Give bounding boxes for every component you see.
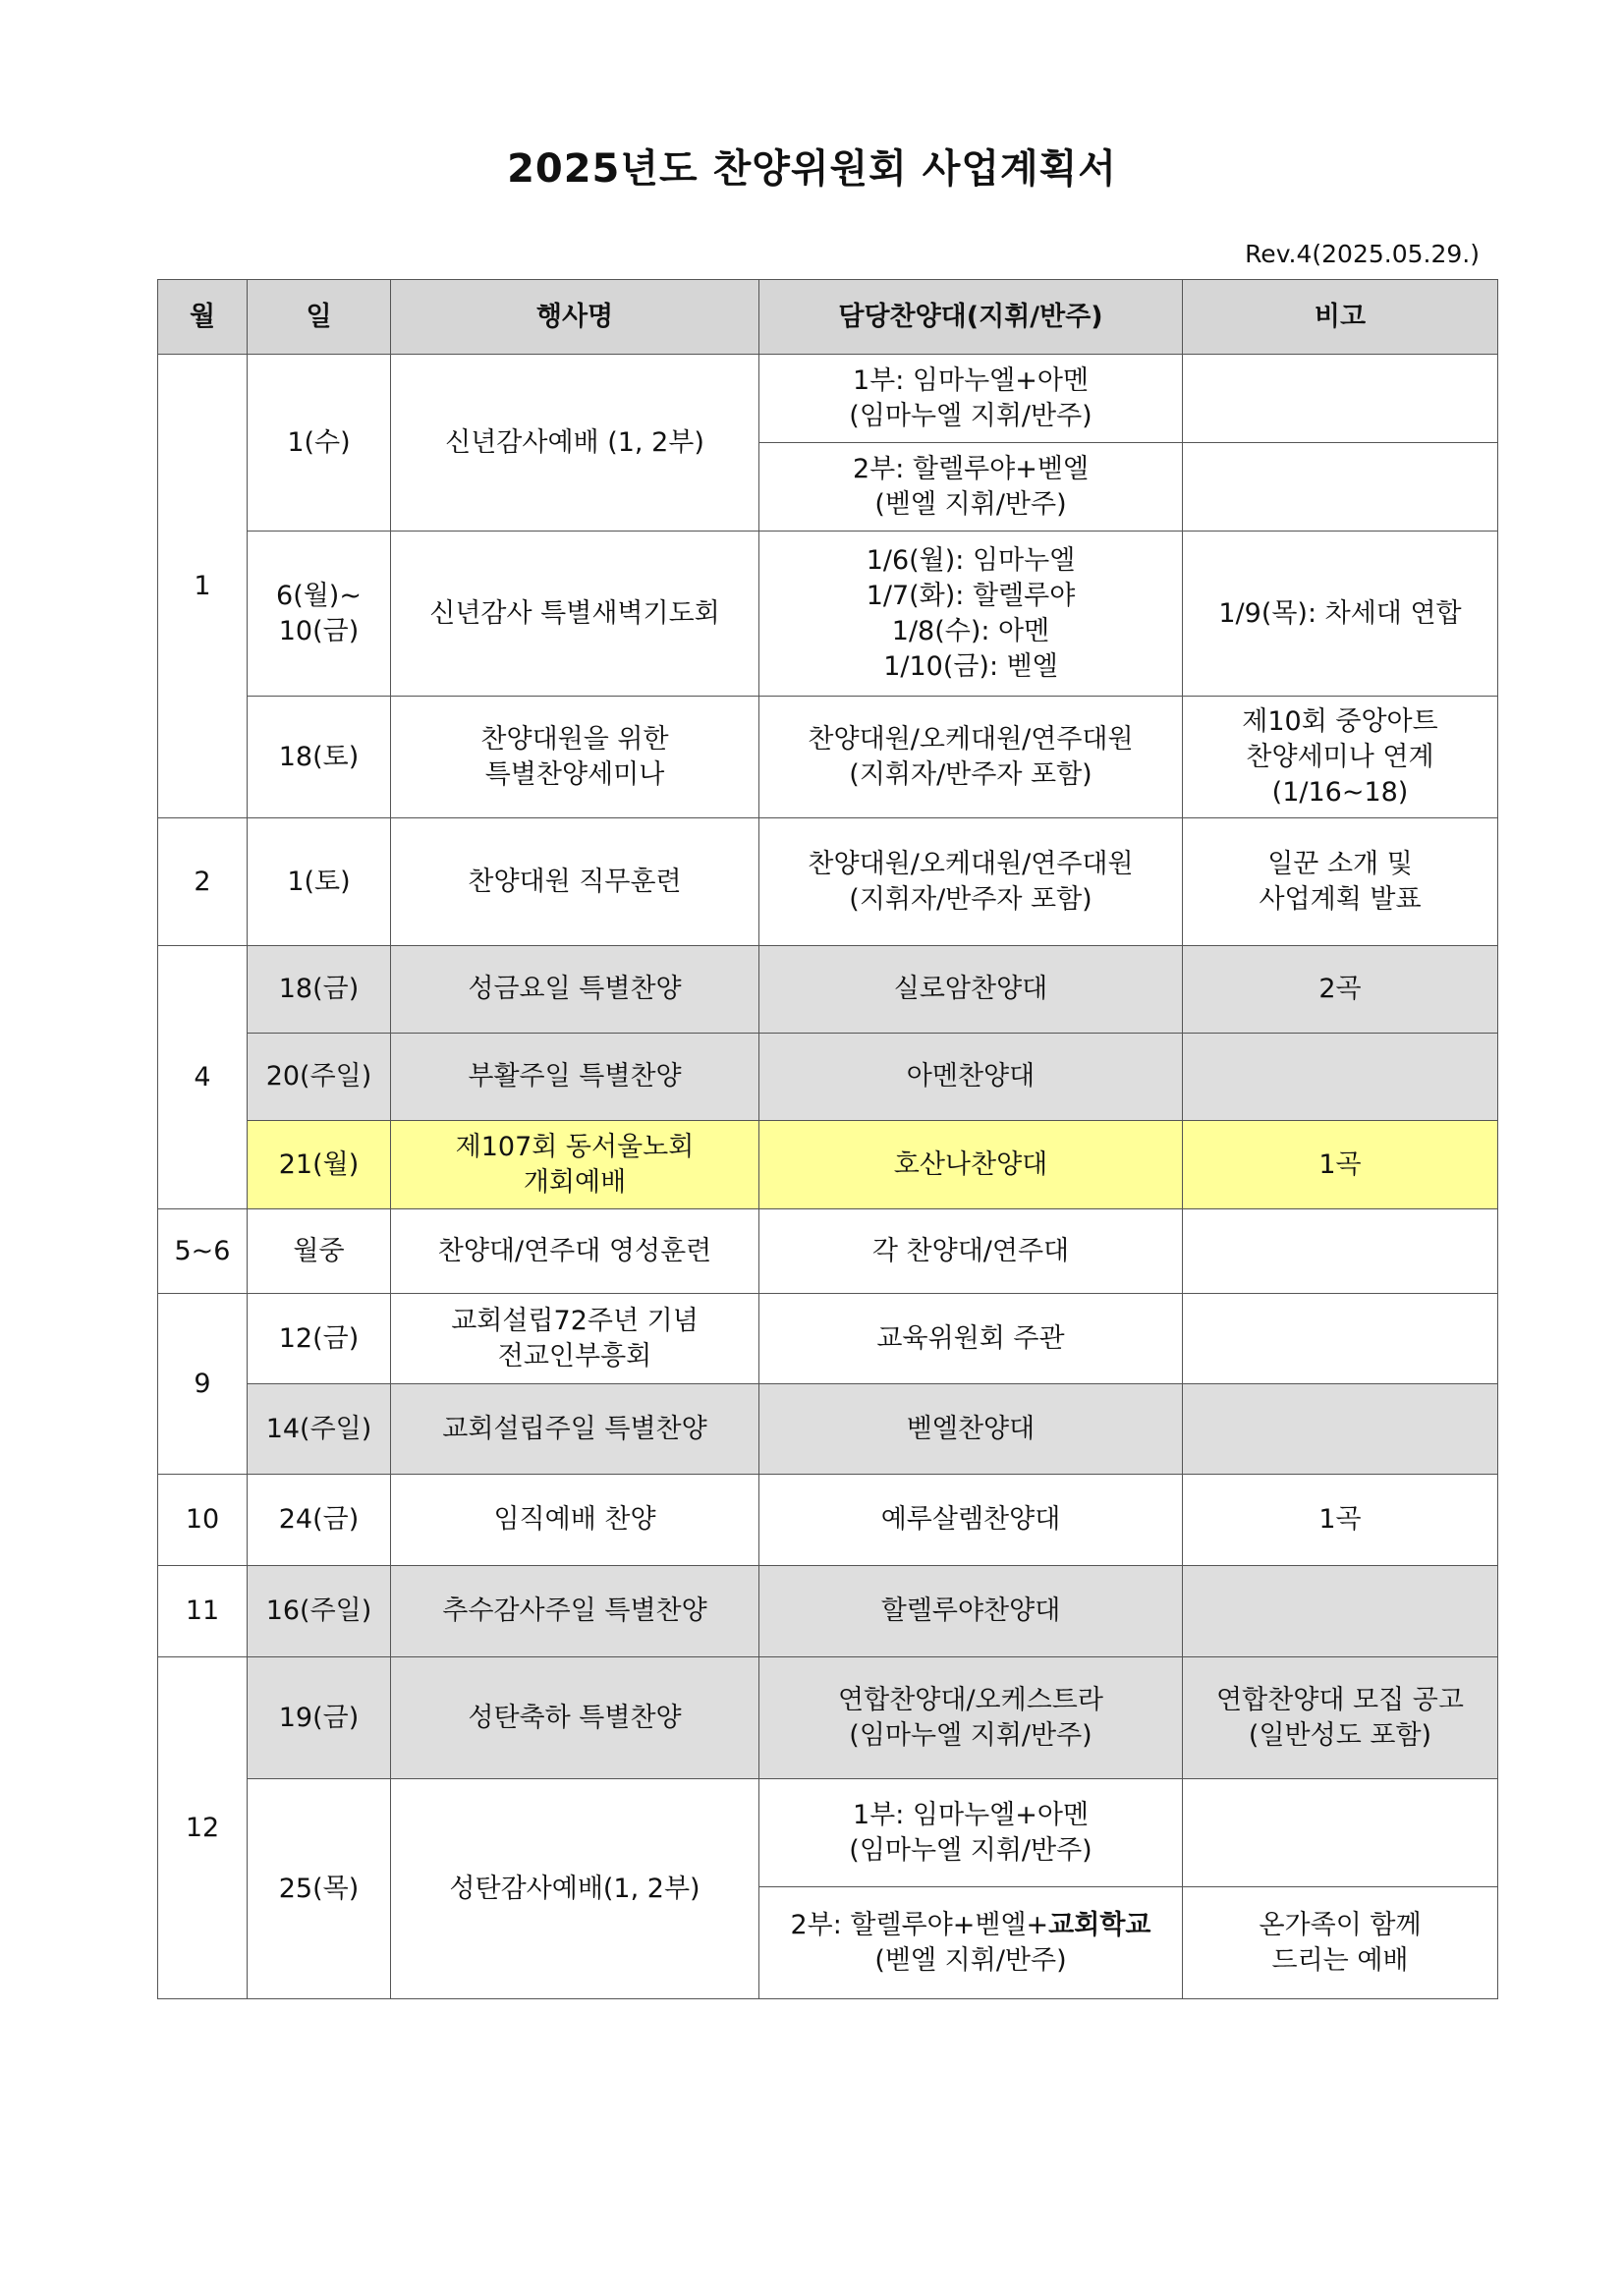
event-cell: 신년감사 특별새벽기도회 <box>391 532 759 697</box>
note-cell: 1곡 <box>1183 1121 1498 1209</box>
choir-line: 2부: 할렐루야+벧엘 <box>852 453 1090 484</box>
note-cell <box>1183 1779 1498 1887</box>
day-cell: 19(금) <box>248 1657 391 1779</box>
choir-line: (임마누엘 지휘/반주) <box>849 1834 1092 1866</box>
choir-cell: 교육위원회 주관 <box>759 1294 1183 1384</box>
choir-cell <box>759 697 1183 818</box>
choir-line: (지휘자/반주자 포함) <box>849 758 1092 790</box>
event-line: 제107회 동서울노회 <box>455 1131 695 1162</box>
choir-line: (지휘자/반주자 포함) <box>849 883 1092 915</box>
event-line: 전교인부흥회 <box>497 1340 652 1372</box>
day-cell: 24(금) <box>248 1475 391 1566</box>
day-cell <box>248 532 391 697</box>
day-cell: 21(월) <box>248 1121 391 1209</box>
event-cell <box>391 1294 759 1384</box>
table-row <box>158 946 1498 1034</box>
choir-cell: 각 찬양대/연주대 <box>759 1209 1183 1294</box>
month-cell: 12 <box>158 1657 248 1999</box>
choir-cell <box>759 355 1183 443</box>
event-line: 찬양대원을 위한 <box>480 723 669 755</box>
event-cell: 부활주일 특별찬양 <box>391 1034 759 1121</box>
note-cell: 1곡 <box>1183 1475 1498 1566</box>
event-cell: 신년감사예배 (1, 2부) <box>391 355 759 532</box>
table-row <box>158 1657 1498 1779</box>
choir-line: 1/10(금): 벧엘 <box>883 650 1058 682</box>
note-cell <box>1183 443 1498 532</box>
event-cell: 성금요일 특별찬양 <box>391 946 759 1034</box>
month-cell: 4 <box>158 946 248 1209</box>
note-line: 찬양세미나 연계 <box>1246 741 1434 772</box>
table-row <box>158 818 1498 946</box>
note-line: 사업계획 발표 <box>1259 883 1422 915</box>
note-cell <box>1183 355 1498 443</box>
day-line: 6(월)~ <box>276 580 362 611</box>
note-cell <box>1183 1566 1498 1657</box>
choir-line: 1/8(수): 아멘 <box>891 615 1050 646</box>
day-cell: 25(목) <box>248 1779 391 1999</box>
day-cell: 18(토) <box>248 697 391 818</box>
choir-line: (임마누엘 지휘/반주) <box>849 400 1092 431</box>
note-line: 온가족이 함께 <box>1259 1909 1422 1940</box>
choir-line: 1부: 임마누엘+아멘 <box>852 364 1090 396</box>
day-cell: 월중 <box>248 1209 391 1294</box>
choir-line: 1/7(화): 할렐루야 <box>866 580 1076 611</box>
choir-cell: 예루살렘찬양대 <box>759 1475 1183 1566</box>
month-cell: 10 <box>158 1475 248 1566</box>
month-cell: 1 <box>158 355 248 818</box>
note-cell <box>1183 697 1498 818</box>
day-cell: 12(금) <box>248 1294 391 1384</box>
note-cell <box>1183 1657 1498 1779</box>
choir-cell <box>759 1779 1183 1887</box>
day-cell: 20(주일) <box>248 1034 391 1121</box>
day-cell: 18(금) <box>248 946 391 1034</box>
month-cell: 2 <box>158 818 248 946</box>
note-cell <box>1183 1384 1498 1475</box>
choir-cell <box>759 443 1183 532</box>
header-row <box>158 280 1498 355</box>
choir-cell <box>759 1887 1183 1999</box>
table-row <box>158 1384 1498 1475</box>
table-row <box>158 1121 1498 1209</box>
choir-line: 찬양대원/오케대원/연주대원 <box>808 848 1134 879</box>
choir-line: 찬양대원/오케대원/연주대원 <box>808 723 1134 755</box>
choir-cell: 할렐루야찬양대 <box>759 1566 1183 1657</box>
event-cell <box>391 1121 759 1209</box>
table-row <box>158 532 1498 697</box>
choir-text: 2부: 할렐루야+벧엘+ <box>790 1909 1049 1940</box>
table-row <box>158 1209 1498 1294</box>
month-cell: 5~6 <box>158 1209 248 1294</box>
revision-label: Rev.4(2025.05.29.) <box>1245 240 1480 268</box>
note-line: 드리는 예배 <box>1271 1944 1409 1976</box>
choir-bold-text: 교회학교 <box>1048 1909 1151 1940</box>
event-cell: 찬양대원 직무훈련 <box>391 818 759 946</box>
event-cell: 임직예배 찬양 <box>391 1475 759 1566</box>
table-row <box>158 1475 1498 1566</box>
choir-cell: 실로암찬양대 <box>759 946 1183 1034</box>
day-cell: 14(주일) <box>248 1384 391 1475</box>
note-cell <box>1183 1294 1498 1384</box>
day-cell: 16(주일) <box>248 1566 391 1657</box>
table-row <box>158 1779 1498 1887</box>
month-cell: 11 <box>158 1566 248 1657</box>
page-title: 2025년도 찬양위원회 사업계획서 <box>507 146 1117 192</box>
note-cell <box>1183 1034 1498 1121</box>
header-choir: 담당찬양대(지휘/반주) <box>759 280 1183 355</box>
choir-cell: 아멘찬양대 <box>759 1034 1183 1121</box>
note-cell <box>1183 818 1498 946</box>
choir-line: 1/6(월): 임마누엘 <box>866 544 1076 576</box>
event-line: 개회예배 <box>523 1166 627 1198</box>
note-line: 일꾼 소개 및 <box>1267 848 1413 879</box>
day-line: 10(금) <box>278 615 360 646</box>
choir-cell <box>759 532 1183 697</box>
event-line: 특별찬양세미나 <box>484 758 665 790</box>
choir-line: (임마누엘 지휘/반주) <box>849 1719 1092 1751</box>
event-line: 교회설립72주년 기념 <box>451 1305 699 1336</box>
note-cell: 1/9(목): 차세대 연합 <box>1183 532 1498 697</box>
note-cell <box>1183 1209 1498 1294</box>
event-cell: 성탄축하 특별찬양 <box>391 1657 759 1779</box>
header-month: 월 <box>158 280 248 355</box>
note-line: 연합찬양대 모집 공고 <box>1216 1684 1464 1715</box>
choir-line: (벧엘 지휘/반주) <box>874 1944 1067 1976</box>
month-cell: 9 <box>158 1294 248 1475</box>
note-line: (1/16~18) <box>1271 776 1409 808</box>
table-row <box>158 355 1498 443</box>
note-cell: 2곡 <box>1183 946 1498 1034</box>
choir-cell <box>759 818 1183 946</box>
event-cell: 교회설립주일 특별찬양 <box>391 1384 759 1475</box>
table-row <box>158 1294 1498 1384</box>
table-row <box>158 1566 1498 1657</box>
note-line: (일반성도 포함) <box>1248 1719 1432 1751</box>
event-cell: 찬양대/연주대 영성훈련 <box>391 1209 759 1294</box>
day-cell: 1(수) <box>248 355 391 532</box>
choir-cell <box>759 1657 1183 1779</box>
event-cell: 추수감사주일 특별찬양 <box>391 1566 759 1657</box>
choir-line: 연합찬양대/오케스트라 <box>838 1684 1103 1715</box>
header-day: 일 <box>248 280 391 355</box>
choir-cell: 호산나찬양대 <box>759 1121 1183 1209</box>
note-line: 제10회 중앙아트 <box>1242 705 1438 737</box>
header-note: 비고 <box>1183 280 1498 355</box>
choir-line <box>763 1908 1178 1943</box>
choir-line: (벧엘 지휘/반주) <box>874 488 1067 520</box>
choir-cell: 벧엘찬양대 <box>759 1384 1183 1475</box>
table-row <box>158 697 1498 818</box>
plan-table <box>157 279 1498 1999</box>
event-cell: 성탄감사예배(1, 2부) <box>391 1779 759 1999</box>
day-cell: 1(토) <box>248 818 391 946</box>
choir-line: 1부: 임마누엘+아멘 <box>852 1799 1090 1830</box>
table-row <box>158 1034 1498 1121</box>
event-cell <box>391 697 759 818</box>
note-cell <box>1183 1887 1498 1999</box>
header-event: 행사명 <box>391 280 759 355</box>
